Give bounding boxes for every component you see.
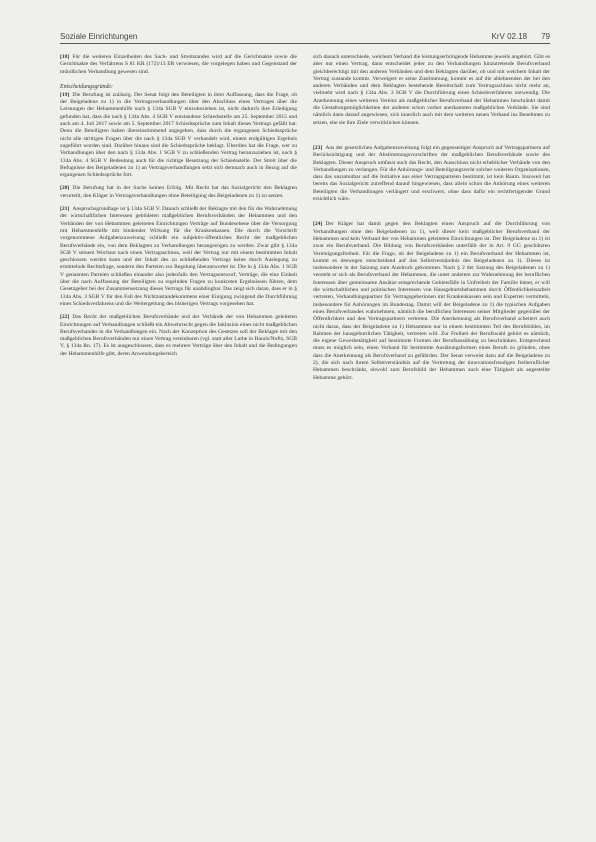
paragraph-text: Der Kläger hat damit gegen den Beklagten einen Anspruch auf die Durchführung von Verhandlungen ohne den Beigeladenen zu 1), weil dieser kein maßgeblicher Berufsverband der Hebammen und kein Verband der von Hebammen geleiteten Einrichtungen ist. Der Beigeladene zu 1) ist zwar ein Berufsverband. Die Bildung von Berufsverbänden unterfällt der in Art. 9 GG geschützten Vereinigungsfreiheit. Für die Frage, ob der Beigeladene zu 1) ein Berufsverband der Hebammen ist, kommt es deswegen entscheidend auf das Selbstverständnis des Beigeladenen zu 1). Dieses ist insbesondere in der Satzung zum Ausdruck gekommen. Nach § 2 der Satzung des Beigeladenen zu 1) versteht er sich als Berufsverband der Hebammen, die unter anderem zur Wahrnehmung der beruflichen Interessen über gemeinsame Ansätze entsprechende Gebietsfälle in Unfreiheit der Familie bietet, er will die wirtschaftlichen und politischen Interessen von Hausgeburtshebammen durch Öffentlichkeitsarbeit vertreten, Verhandlungspartner für Vertragsgeberinnen mit Krankenkassen sein und Experten vermitteln, insbesondere für Anhörungen im Bundestag. Damit will der Beigeladene zu 1) die typischen Aufgaben eines Berufsverbandes wahrnehmen, nämlich die beruflichen Interessen seiner Mitglieder gegenüber der Öffentlichkeit und den Vertragspartnern vertreten. Die Anerkennung als Berufsverband scheitert auch nicht daran, dass der Beigeladene zu 1) Hebammen nur in einem bestimmten Teil des Berufsbildes, im Rahmen der hausgeburtlichen Tätigkeit, vertreten will. Zur Freiheit der Berufswahl gehört es nämlich, die eigene Gewerbetätigkeit auf bestimmte Formen der Berufsausübung zu beschränken. Entsprechend muss es möglich sein, einen Verband für bestimmte Ausübungsformen eines Berufs zu gründen, ohne dass die Anerkennung als Berufsverband zu gefährden. Der Senat verweist dazu auf die Beigeladene zu 2), die sich nach ihrem Selbstverständnis auf die Vertretung der innovationsfreudigen freiberuflicher Hebammen beschränkt, obwohl zum Berufsbild der Hebammen auch eine Tätigkeit als angestellte Hebamme gehört. (313, 221, 550, 381)
paragraph-text: Aus der gesetzlichen Aufgabenzuweisung folgt ein gegenseitiger Anspruch auf Vertragspartnern auf Berücksichtigung und der Abstimmungsvorschriften der maßgeblichen Berufsverbände sowie des Beklagten. Dieser Anspruch umfasst auch das Recht, den Ausschluss nicht erheblicher Verbände von den Verhandlungen zu verlangen. Für die Anhörungs- und Beteiligungsrecht solcher weiteren Organisationen, dass das unzumutbar auf die Initiative aus einer Vertragsparteien bestimmt, ist kein Raum. Insoweit hat bereits das Sozialgericht zutreffend darauf hingewiesen, dass allein schon die Anhörung eines weiteren Beteiligten die Verhandlungen verlängert und erschwert, ohne dass dafür ein rechtfertigender Grund ersichtlich wäre. (313, 144, 550, 203)
paragraph-text: Die Berufung ist zulässig. Der Senat folgt den Beteiligten in ihrer Auffassung, dass die Frage, ob der Beigeladene zu 1) in die Vertragsverhandlungen über den Abschluss eines Vertrages über die Leistungen der Hebammenhilfe nach § 134a SGB V einzubeziehen ist, nicht dadurch ihre Erledigung gefunden hat, dass die nach § 134a Abs. 4 SGB V entstandene Schiedsstelle am 25. September 2015 und auch am 4. Juli 2017 sowie am 5. September 2017 Schiedssprüche zum Inhalt dieses Vertrags gefällt hat. Denn die Beteiligten haben übereinstimmend angegeben, dass durch die ergangenen Schiedssprüche nicht alle strittigen Fragen über die nach § 134a SGB V verhandelt wird, einem endgültigen Ergebnis zugeführt worden sind. Darüber hinaus sind die Schiedssprüche beklagt. Überdies hat die Frage, wer zu Verhandlungen über den nach § 134a Abs. 1 SGB V zu schließenden Vertrag heranzuziehen ist, nach § 134a Abs. 4 SGB V Bedeutung auch für die richtige Besetzung der Schiedsstelle. Der Streit über die Befugnisse des Beigeladenen zu 1) an Vertragsverhandlungen setzt sich demnach auch in Bezug auf die ergangenen Schiedssprüche fort. (60, 91, 297, 179)
journal-issue: KrV 02.18 (491, 32, 528, 41)
left-column (60, 54, 297, 388)
paragraph-text: Das Recht der maßgeblichen Berufsverbände und der Verbände der von Hebammen geleiteten Einrichtungen auf Verhandlungen schließt ein Abwehrrecht gegen die Inklusion eines nicht maßgeblichen Berufsverbandes in die Verhandlungen ein. Nach der Konzeption des Gesetzes soll der Beklagte mit den maßgeblichen Berufsverbänden nur einen Vertrag vereinbaren (vgl. statt aller Luthe in Hauck/Noftz, SGB V, § 134a Rn. 17). Es ist ausgeschlossen, dass es mehrere Verträge über den Inhalt und die Bedingungen der Hebammenhilfe gibt, deren Anwendungsbereich (60, 314, 297, 357)
paragraph-text: Anspruchsgrundlage ist § 134a SGB V. Danach schließt der Beklagte mit den für die Wahrnehmung der wirtschaftlichen Interessen gebildeten maßgeblichen Berufsverbänden der Hebammen und den Verbänden der von Hebammen geleiteten Einrichtungen Verträge auf Bundesebene über die Versorgung mit Hebammenhilfe mit bindender Wirkung für die Krankenkassen. Die durch die Vorschrift vorgenommene Aufgabenzuweisung schließt ein subjektiv-öffentliches Recht der maßgeblichen Berufsverbände ein, von dem Beklagten zu Verhandlungen herangezogen zu werden. Zwar gibt § 134a SGB V seinem Wortlaut nach einen Vertragsschluss, weil der Vertrag nur mit einem bestimmten Inhalt geschlossen werden kann und der Inhalt des zu schließenden Vertrags keine durch Auslegung zu ermittelnde Rechtsfrage, sondern den Parteien zur Regelung überantwortet ist. Die in § 134a Abs. 1 SGB V genannten Parteien schließen einander also jedenfalls den Vertragsentwurf, Verträge, die eine Einheit über die nach Auffassung der Beteiligten zu regelnden Fragen zu konkreten Ergebnissen führen, dem Gesetzgeber bei der Zusammensetzung dieses Vertrags für unabdingbar. Das zeigt sich daran, dass er in § 134a Abs. 3 SGB V für den Fall des Nichtzustandekommens einer Einigung zwingend die Durchführung eines Schiedsverfahrens und die Weitergeltung des bisherigen Vertrags vorgesehen hat. (60, 206, 297, 307)
paragraph-number: [19] (60, 91, 70, 98)
two-column-body (60, 54, 550, 388)
paragraph-text: sich danach unterschiede, welchem Verband die leistungserbringende Hebamme jeweils angehört. Gibt es aber nur einen Vertrag, dann entscheidet jeder zu den Verhandlungen hinzutretende Berufsverband gleichberechtigt mit den anderen Verbänden und dem Beklagten darüber, ob und mit welchem Inhalt der Vertrag zustande kommt. Verweigert er seine Zustimmung, kommt es auf die ablehnenden der bei den anderen Verbänden und dem Beklagten bestehende Bereitschaft zum Vertragsschluss nicht mehr an, vielmehr wird nach § 134a Abs. 3 SGB V die Durchführung eines Schiedsverfahrens notwendig. Die Anerkennung eines weiteren Vereins als maßgeblicher Berufsverband der Hebammen beschränkt damit die Gestaltungsmöglichkeiten der anderen schon vorher anerkannten maßgeblichen Verbände. Sie sind nämlich dann darauf angewiesen, sich innerlich auch mit dem weiteren neuen Verband ins Benehmen zu setzen, ehe sie ihre Ziele verwirklichen können. (313, 54, 550, 126)
paragraph-24 (313, 221, 550, 382)
paragraph-text: Die Berufung hat in der Sache keinen Erfolg. Mit Recht hat das Sozialgericht den Beklagten verurteilt, den Kläger in Vertragsverhandlungen ohne Beteiligung des Beigeladenen zu 1) zu setzen. (60, 185, 297, 199)
paragraph-number: [24] (313, 221, 323, 228)
paragraph-18 (60, 54, 297, 76)
paragraph-number: [22] (60, 314, 70, 321)
paragraph-number: [23] (313, 144, 323, 151)
section-title: Soziale Einrichtungen (60, 32, 138, 41)
spacer (313, 133, 550, 145)
paragraph-20 (60, 185, 297, 200)
header-right (492, 32, 550, 41)
paragraph-number: [21] (60, 206, 70, 213)
paragraph-22-continued (313, 54, 550, 127)
right-column (313, 54, 550, 388)
paragraph-21 (60, 206, 297, 308)
page-number: 79 (541, 32, 550, 41)
paragraph-22 (60, 314, 297, 358)
paragraph-23 (313, 145, 550, 203)
page-header (60, 32, 550, 44)
paragraph-text: Für die weiteren Einzelheiten des Sach- und Streitstandes wird auf die Gerichtsakte sowie die Gerichtsakte des Verfahrens S 81 KR (172)/13 ER verwiesen, die vorgelegen haben und Gegenstand der mündlichen Verhandlung gewesen sind. (60, 54, 297, 75)
paragraph-19 (60, 92, 297, 180)
spacer (313, 209, 550, 221)
paragraph-number: [18] (60, 54, 70, 60)
paragraph-number: [20] (60, 185, 70, 192)
subheading-reasons: Entscheidungsgründe: (60, 83, 114, 90)
